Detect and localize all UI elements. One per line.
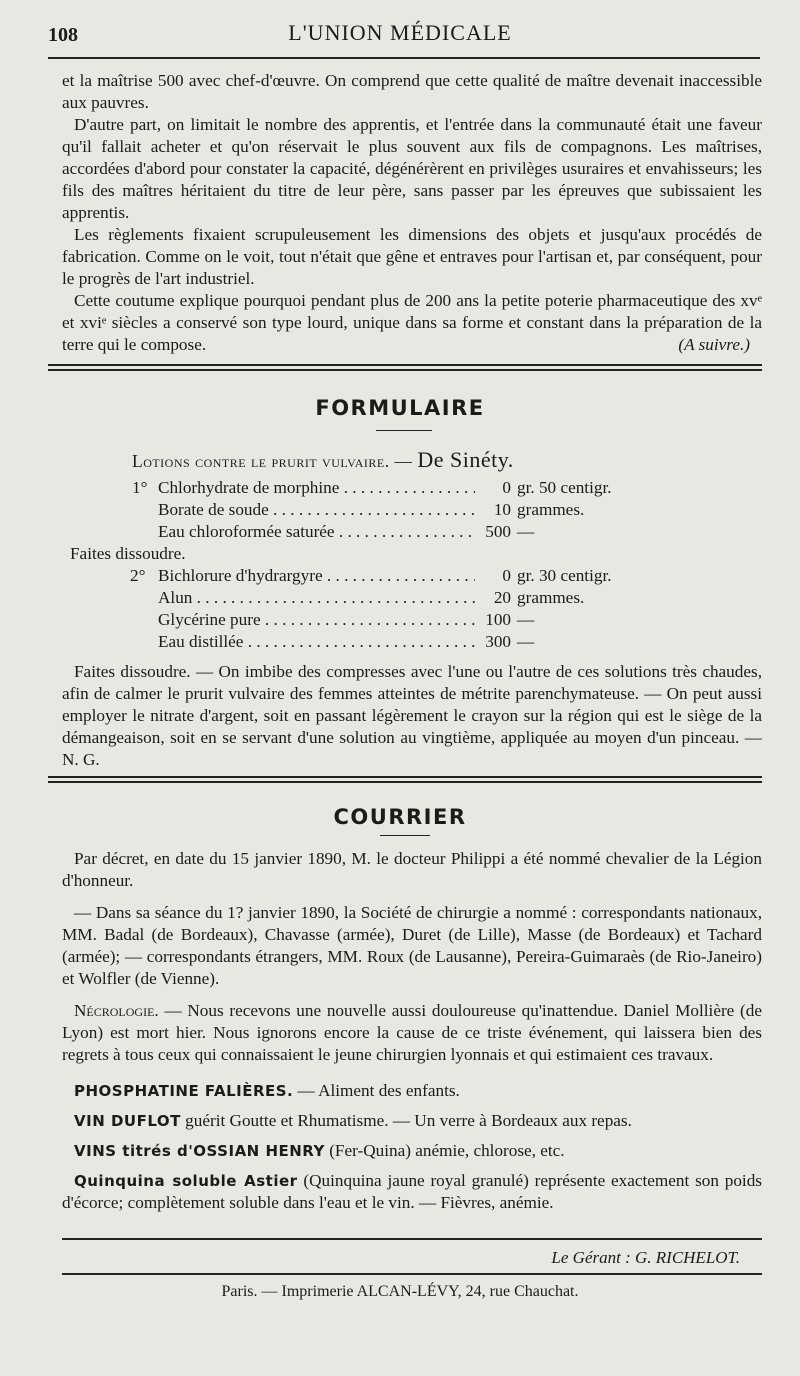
courrier-body [62,848,762,1214]
section-rule [48,776,762,778]
intro-paragraph: Cette coutume explique pourquoi pendant plus de 200 ans la petite poterie pharmaceutique des xvᵉ et xviᵉ siècles a conservé son type lourd, unique dans sa forme et constant dans la préparation de la terre qui le compose. [62,291,762,354]
formulaire-body [62,449,762,771]
formula-subtitle: Lotions contre le prurit vulvaire. — [132,451,413,471]
ad-line: Quinquina soluble Astier (Quinquina jaune royal granulé) représente exactement son poids d'écorce; complètement soluble dans l'eau et le vin. — Fièvres, anémie. [62,1171,762,1212]
page-header [48,18,752,54]
formula-heading [132,449,762,477]
ad-brand: VIN DUFLOT [74,1112,181,1130]
ad-brand: VINS titrés d'OSSIAN HENRY [74,1142,325,1160]
formula-instructions: Faites dissoudre. — On imbibe des compresses avec l'une ou l'autre de ces solutions très chaudes, afin de calmer le prurit vulvaire des femmes atteintes de métrite parenchymateuse. — On peut aussi employer le nitrate d'argent, soit en passant légèrement le crayon sur la région qui est le siège de la démangeaison, soit en se servant d'une solution au vingtième, appliquée au moyen d'un pinceau. — N. G. [62,662,762,769]
courrier-title: COURRIER [333,805,467,829]
ad-line: PHOSPHATINE FALIÈRES. — Aliment des enfants. [74,1081,460,1100]
formula-row: 1° Chlorhydrate de morphine . . . 0 gr. 50 centigr. [132,477,717,499]
formula-row: Alun . . . 20 grammes. [130,587,717,609]
printer-footer: Paris. — Imprimerie ALCAN-LÉVY, 24, rue Chauchat. [221,1283,579,1300]
a-suivre: (A suivre.) [678,335,750,354]
formula-row: Eau chloroformée saturée . . . 500 — [132,521,717,543]
ad-line: VIN DUFLOT guérit Goutte et Rhumatisme. — Un verre à Bordeaux aux repas. [74,1111,632,1130]
necrologie-label: Nécrologie. [74,1001,159,1020]
footer-rule [62,1273,762,1275]
formulaire-title: FORMULAIRE [315,396,485,420]
courrier-paragraph: Par décret, en date du 15 janvier 1890, M. le docteur Philippi a été nommé chevalier de la Légion d'honneur. [62,849,762,890]
necrologie-paragraph: Nécrologie. — Nous recevons une nouvelle aussi douloureuse qu'inattendue. Daniel Mollière (de Lyon) est mort hier. Nous ignorons encore la cause de ce triste événement, qui laissera bien des regrets à tous ceux qui connaissaient le jeune chirurgien lyonnais et qui estimaient ces travaux. [62,1001,762,1064]
section-rule [48,781,762,783]
intro-paragraph: Les règlements fixaient scrupuleusement les dimensions des objets et jusqu'aux procédés de fabrication. Comme on le voit, tout n'était que gêne et entraves pour l'artisan et, par conséquent, pour le progrès de l'art industriel. [62,225,762,288]
formula-list-2 [130,565,717,653]
formula-row: Eau distillée . . . 300 — [130,631,717,653]
section-rule [48,364,762,366]
journal-title: L'UNION MÉDICALE [288,20,512,45]
intro-paragraph: et la maîtrise 500 avec chef-d'œuvre. On comprend que cette qualité de maître devenait inaccessible aux pauvres. [62,71,762,112]
section-rule [62,1238,762,1240]
dissoudre-line: Faites dissoudre. [70,544,186,563]
section-rule [48,369,762,371]
header-rule [48,57,760,59]
formula-row: 2° Bichlorure d'hydrargyre . . . 0 gr. 30 centigr. [130,565,717,587]
title-underline [380,835,430,836]
formula-list-1 [132,477,717,543]
ad-line: VINS titrés d'OSSIAN HENRY (Fer-Quina) anémie, chlorose, etc. [74,1141,565,1160]
formula-row: Borate de soude . . . 10 grammes. [132,499,717,521]
intro-paragraph: D'autre part, on limitait le nombre des apprentis, et l'entrée dans la communauté était une faveur qu'il fallait acheter et qu'on réservait le plus souvent aux fils de compagnons. Les maîtrises, accordées d'abord pour constater la capacité, dégénérèrent en privilèges usuraires et envahisseurs; les fils des maîtres héritaient du titre de leur père, sans passer par les épreuves que subissaient les apprentis. [62,115,762,222]
page-number: 108 [48,24,78,46]
formula-row: Glycérine pure . . . 100 — [130,609,717,631]
ad-brand: Quinquina soluble Astier [74,1172,298,1190]
ad-brand: PHOSPHATINE FALIÈRES. [74,1082,294,1100]
title-underline [376,430,432,431]
intro-text [62,70,762,356]
gerant-line: Le Gérant : G. RICHELOT. [551,1248,740,1267]
courrier-paragraph: — Dans sa séance du 1? janvier 1890, la Société de chirurgie a nommé : correspondants nationaux, MM. Badal (de Bordeaux), Chavasse (armée), Duret (de Lille), Masse (de Bordeaux) et Tachard (armée); — correspondants étrangers, MM. Roux (de Lausanne), Pereira-Guimaraès (de Rio-Janeiro) et Wolfler (de Vienne). [62,903,762,988]
formula-author: De Sinéty. [417,447,514,472]
